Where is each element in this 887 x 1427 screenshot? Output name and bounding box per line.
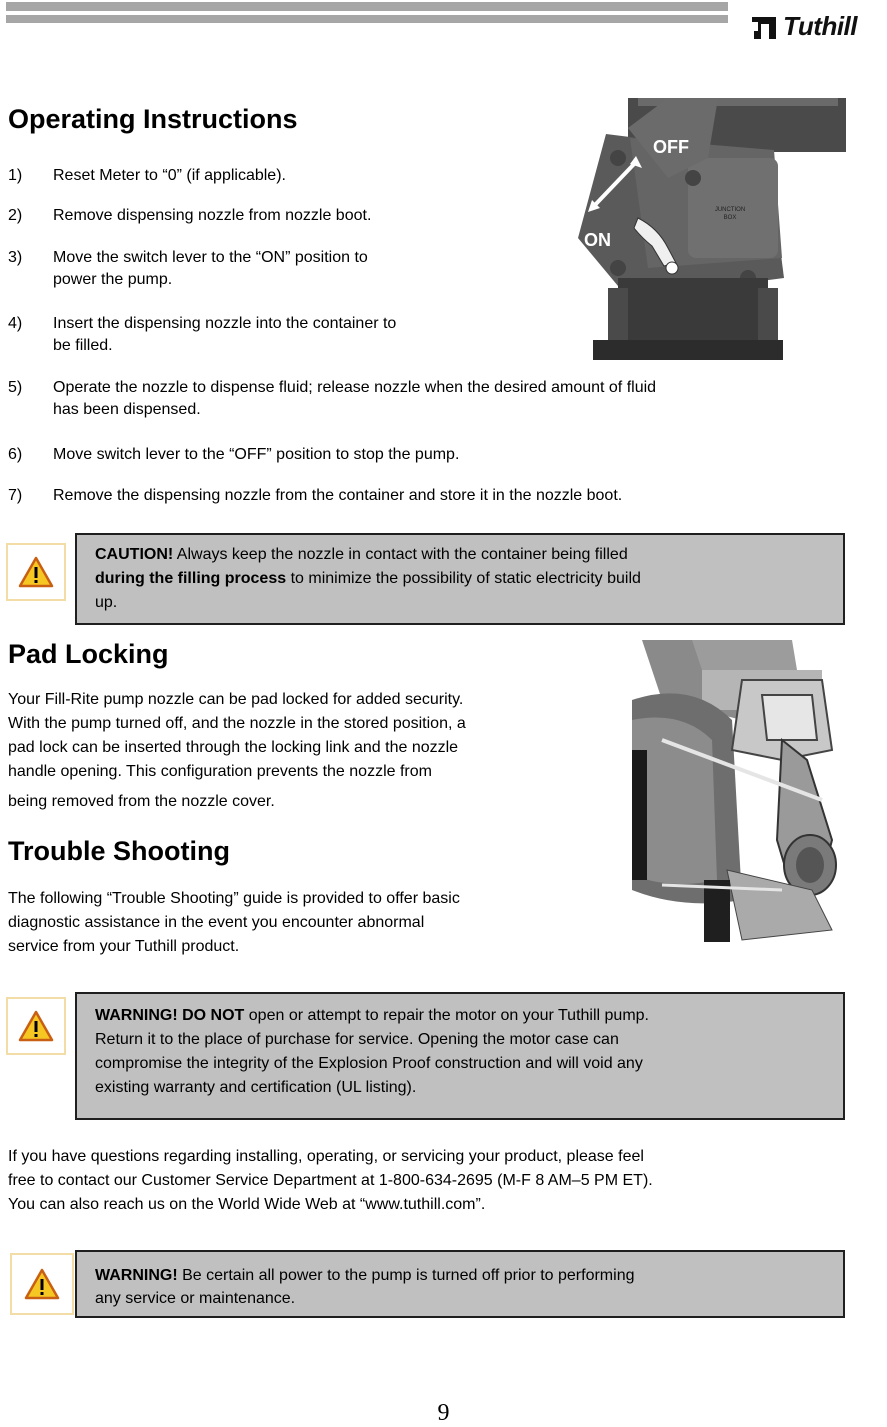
off-label: OFF bbox=[653, 137, 689, 157]
caution-lead: CAUTION! bbox=[95, 546, 174, 563]
step-4: 4) Insert the dispensing nozzle into the container to be filled. bbox=[8, 315, 397, 354]
warning-triangle-icon bbox=[18, 1010, 54, 1042]
warning-power-box: WARNING! Be certain all power to the pump is turned off prior to performing any service or maintenance. bbox=[75, 1250, 845, 1318]
header-rule-top bbox=[6, 2, 728, 11]
tuthill-logo bbox=[750, 8, 857, 44]
tuthill-logo-icon bbox=[750, 11, 780, 41]
step-2: 2) Remove dispensing nozzle from nozzle boot. bbox=[8, 207, 372, 224]
step-1: 1) Reset Meter to “0” (if applicable). bbox=[8, 167, 286, 184]
junction-box-label-1: JUNCTION bbox=[714, 207, 746, 213]
contact-text: If you have questions regarding installing, operating, or servicing your product, please feel free to contact our Customer Service Department at 1-800-634-2695 (M-F 8 AM–5 PM ET). You can also reach us on the World Wide Web at “www.tuthill.com”. bbox=[8, 1148, 653, 1213]
warning-triangle-icon bbox=[24, 1268, 60, 1300]
on-label: ON bbox=[584, 230, 611, 250]
caution-emphasis: during the filling process bbox=[95, 570, 287, 587]
step-3: 3) Move the switch lever to the “ON” position to power the pump. bbox=[8, 249, 368, 288]
pad-lock-figure bbox=[632, 640, 846, 946]
step-7: 7) Remove the dispensing nozzle from the container and store it in the nozzle boot. bbox=[8, 487, 623, 504]
pad-locking-text: Your Fill-Rite pump nozzle can be pad locked for added security. With the pump turned off, and the nozzle in the stored position, a pad lock can be inserted through the locking link and the nozzle handle opening. This configuration prevents the nozzle from being removed from the nozzle cover. bbox=[8, 691, 466, 810]
operating-instructions-title: Operating Instructions bbox=[8, 104, 298, 134]
warning-triangle-icon bbox=[18, 556, 54, 588]
trouble-shooting-title: Trouble Shooting bbox=[8, 836, 230, 866]
warning-icon-frame bbox=[6, 997, 66, 1055]
pad-locking-title: Pad Locking bbox=[8, 639, 169, 669]
warning-icon-frame-2 bbox=[10, 1253, 74, 1315]
switch-lever-figure bbox=[568, 98, 846, 362]
brand-name: Tuthill bbox=[783, 10, 858, 41]
warning-power-lead: WARNING! bbox=[95, 1267, 178, 1284]
junction-box-label-2: BOX bbox=[723, 215, 737, 221]
step-6: 6) Move switch lever to the “OFF” position to stop the pump. bbox=[8, 446, 460, 463]
page-number: 9 bbox=[437, 1400, 450, 1426]
warning-motor-box: WARNING! DO NOT open or attempt to repair the motor on your Tuthill pump. Return it to the place of purchase for service. Opening the motor case can compromise the integrity of the Explosion Proof construction and will void any existing warranty and certification (UL listing). bbox=[75, 992, 845, 1120]
trouble-shooting-text: The following “Trouble Shooting” guide is provided to offer basic diagnostic assistance in the event you encounter abnormal service from your Tuthill product. bbox=[8, 890, 460, 955]
caution-box: CAUTION! Always keep the nozzle in contact with the container being filled during the filling process to minimize the possibility of static electricity build up. bbox=[75, 533, 845, 625]
step-5: 5) Operate the nozzle to dispense fluid; release nozzle when the desired amount of fluid has been dispensed. bbox=[8, 379, 657, 418]
header-rule-bottom bbox=[6, 15, 728, 23]
warning-motor-lead: WARNING! DO NOT bbox=[95, 1007, 245, 1024]
caution-icon-frame bbox=[6, 543, 66, 601]
